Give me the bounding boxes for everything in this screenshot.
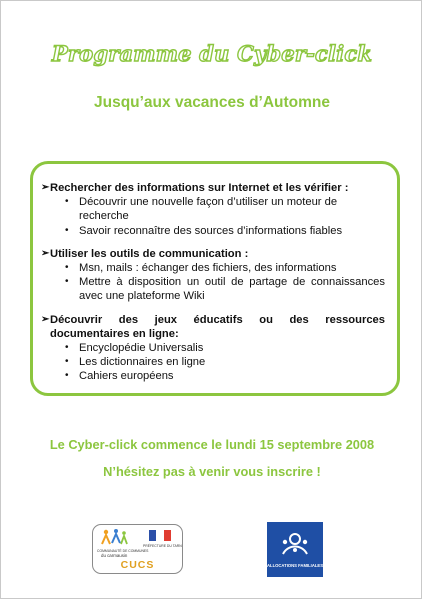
section-list — [41, 341, 385, 384]
caf-caption: ALLOCATIONS FAMILIALES — [267, 563, 323, 568]
section-heading — [41, 313, 385, 341]
arrow-bullet-icon: ➢ — [41, 313, 50, 325]
flyer-title: Programme du Cyber-click — [51, 41, 373, 66]
list-item: • Savoir reconnaître des sources d’informations fiables — [69, 224, 385, 238]
french-flag-icon — [149, 530, 171, 541]
section-heading — [41, 181, 385, 195]
signup-call-to-action: N’hésitez pas à venir vous inscrire ! — [103, 464, 321, 479]
start-date-text: Le Cyber-click commence le lundi 15 septembre 2008 — [49, 437, 375, 452]
list-item: • Cahiers européens — [69, 369, 385, 383]
list-item: • Découvrir une nouvelle façon d’utiliser un moteur de recherche — [69, 195, 385, 223]
section-search — [41, 181, 385, 238]
logo-caption: du carmausin — [101, 553, 128, 558]
list-item: • Les dictionnaires en ligne — [69, 355, 385, 369]
section-communication — [41, 247, 385, 304]
list-item: • Encyclopédie Universalis — [69, 341, 385, 355]
flyer-subtitle: Jusqu’aux vacances d’Automne — [93, 94, 331, 111]
caf-emblem-icon — [278, 530, 312, 558]
section-heading-text: Découvrir des jeux éducatifs ou des ressources documentaires en ligne: — [50, 313, 385, 340]
list-item: • Msn, mails : échanger des fichiers, des informations — [69, 261, 385, 275]
section-heading-text: Rechercher des informations sur Internet et les vérifier : — [50, 182, 349, 194]
program-box — [30, 161, 400, 396]
list-item: • Mettre à disposition un outil de partage de connaissances avec une plateforme Wiki — [69, 275, 385, 303]
people-figures-icon — [99, 528, 129, 548]
section-list — [41, 261, 385, 304]
logo-caption: COMMUNAUTÉ DE COMMUNES — [97, 549, 149, 553]
caf-logo — [267, 522, 323, 577]
section-heading — [41, 247, 385, 261]
arrow-bullet-icon: ➢ — [41, 182, 50, 193]
cucs-logo — [92, 524, 183, 574]
section-list — [41, 195, 385, 238]
section-heading-text: Utiliser les outils de communication : — [50, 247, 249, 260]
section-resources — [41, 313, 385, 384]
logo-caption: PRÉFECTURE DU TARN — [143, 544, 182, 548]
cucs-label: CUCS — [120, 559, 155, 571]
arrow-bullet-icon: ➢ — [41, 247, 50, 259]
